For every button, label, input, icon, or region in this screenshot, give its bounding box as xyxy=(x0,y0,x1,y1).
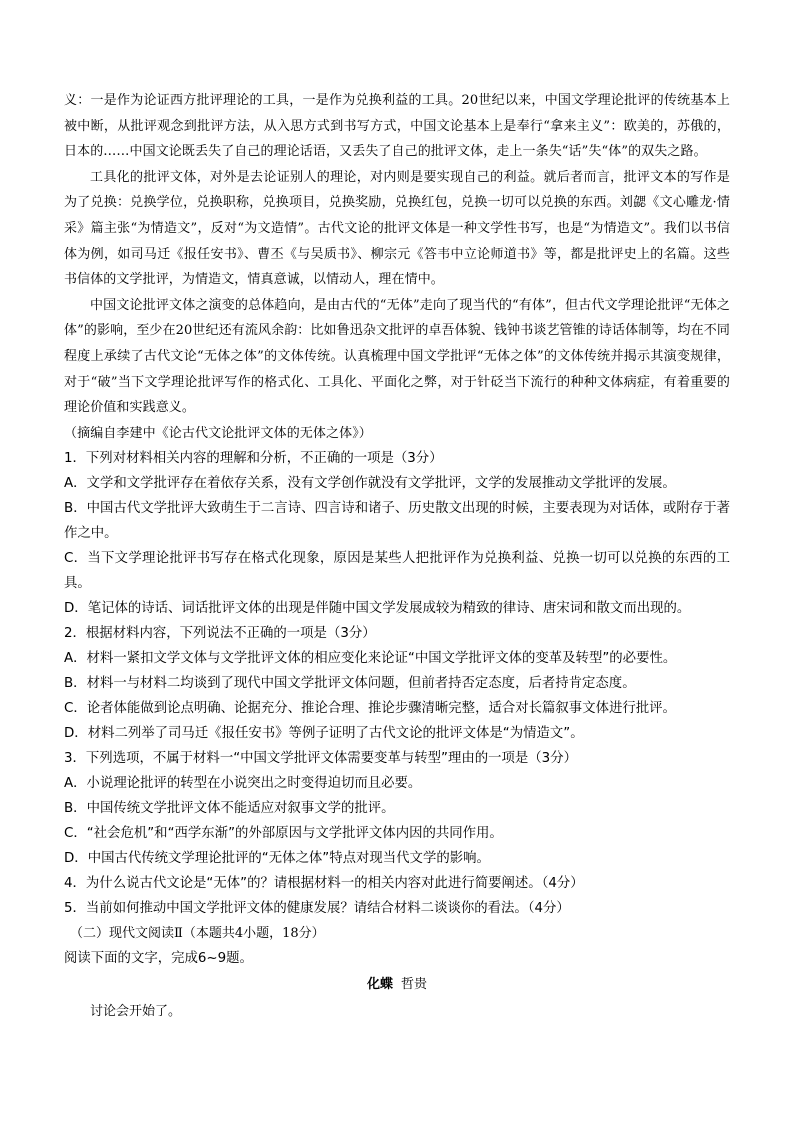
passage-paragraph-2: 工具化的批评文体，对外是去论证别人的理论，对内则是要实现自己的利益。就后者而言，批评文本的写作是为了兑换：兑换学位，兑换职称，兑换项目，兑换奖励，兑换红包，兑换一切可以兑换的东西。刘勰《文心雕龙·情采》篇主张“为情造文”，反对“为文造情”。古代文论的批评文体是一种文学性书写，也是“为情造文”。我们以书信体为例，如司马迁《报任安书》、曹丕《与吴质书》、柳宗元《答韦中立论师道书》等，都是批评史上的名篇。这些书信体的文学批评，为情造文，情真意诚，以情动人，理在情中。 xyxy=(64,169,730,288)
question-1-option-d: D．笔记体的诗话、词话批评文体的出现是伴随中国文学发展成较为精致的律诗、唐宋词和散文而出现的。 xyxy=(64,601,691,617)
question-2-option-b: B．材料一与材料二均谈到了现代中国文学批评文体问题，但前者持否定态度，后者持肯定态度。 xyxy=(64,676,636,692)
passage-source: （摘编自李建中《论古代文论批评文体的无体之体》） xyxy=(64,425,372,441)
section-title: （二）现代文阅读Ⅱ（本题共4小题，18分） xyxy=(70,926,325,942)
section-instruction: 阅读下面的文字，完成6~9题。 xyxy=(64,951,253,967)
question-1-stem: 1．下列对材料相关内容的理解和分析，不正确的一项是（3分） xyxy=(64,451,443,467)
passage-paragraph-3: 中国文论批评文体之演变的总体趋向，是由古代的“无体”走向了现当代的“有体”，但古代文学理论批评“无体之体”的影响，至少在20世纪还有流风余韵：比如鲁迅杂文批评的卓吾体貌、钱钟书谈艺管锥的诗话体制等，均在不同程度上承续了古代文论“无体之体”的文体传统。认真梳理中国文学批评“无体之体”的文体传统并揭示其演变规律，对于“破”当下文学理论批评写作的格式化、工具化、平面化之弊，对于针砭当下流行的种种文体病症，有着重要的理论价值和实践意义。 xyxy=(64,297,730,416)
question-2-option-a: A．材料一紧扣文学文体与文学批评文体的相应变化来论证“中国文学批评文体的变革及转型”的必要性。 xyxy=(64,651,677,667)
reading-passage xyxy=(64,88,730,446)
question-2-option-c: C．论者体能做到论点明确、论据充分、推论合理、推论步骤清晰完整，适合对长篇叙事文体进行批评。 xyxy=(64,701,676,717)
question-3-option-d: D．中国古代传统文学理论批评的“无体之体”特点对现当代文学的影响。 xyxy=(64,851,490,867)
question-1-option-c: C．当下文学理论批评书写存在格式化现象，原因是某些人把批评作为兑换利益、兑换一切可以兑换的东西的工具。 xyxy=(64,551,730,592)
story-title-text: 化蝶 xyxy=(366,977,393,993)
questions-block xyxy=(64,446,730,921)
question-3-option-c: C．“社会危机”和“西学东渐”的外部原因与文学批评文体内因的共同作用。 xyxy=(64,826,503,842)
question-1-option-a: A．文学和文学批评存在着依存关系，没有文学创作就没有文学批评，文学的发展推动文学批评的发展。 xyxy=(64,476,676,492)
story-title xyxy=(64,971,730,999)
passage-paragraph-1: 义：一是作为论证西方批评理论的工具，一是作为兑换利益的工具。20世纪以来，中国文学理论批评的传统基本上被中断，从批评观念到批评方法，从入思方式到书写方式，中国文论基本上是奉行“拿来主义”：欧美的，苏俄的，日本的……中国文论既丢失了自己的理论话语，又丢失了自己的批评文体，走上一条失“话”失“体”的双失之路。 xyxy=(64,93,730,160)
question-3-option-a: A．小说理论批评的转型在小说突出之时变得迫切而且必要。 xyxy=(64,776,422,792)
exam-page xyxy=(64,88,730,1024)
question-3-option-b: B．中国传统文学批评文体不能适应对叙事文学的批评。 xyxy=(64,801,395,817)
question-5: 5．当前如何推动中国文学批评文体的健康发展？请结合材料二谈谈你的看法。（4分） xyxy=(64,901,570,917)
question-1-option-b: B．中国古代文学批评大致萌生于二言诗、四言诗和诸子、历史散文出现的时候，主要表现为对话体，或附存于著作之中。 xyxy=(64,501,730,542)
question-2-option-d: D．材料二列举了司马迁《报任安书》等例子证明了古代文论的批评文体是“为情造文”。 xyxy=(64,726,584,742)
question-3-stem: 3．下列选项，不属于材料一“中国文学批评文体需要变革与转型”理由的一项是（3分） xyxy=(64,751,577,767)
question-2-stem: 2．根据材料内容，下列说法不正确的一项是（3分） xyxy=(64,626,376,642)
story-author: 哲贵 xyxy=(401,977,428,993)
story-first-line: 讨论会开始了。 xyxy=(90,1004,182,1020)
question-4: 4．为什么说古代文论是“无体”的？请根据材料一的相关内容对此进行简要阐述。（4分） xyxy=(64,876,584,892)
